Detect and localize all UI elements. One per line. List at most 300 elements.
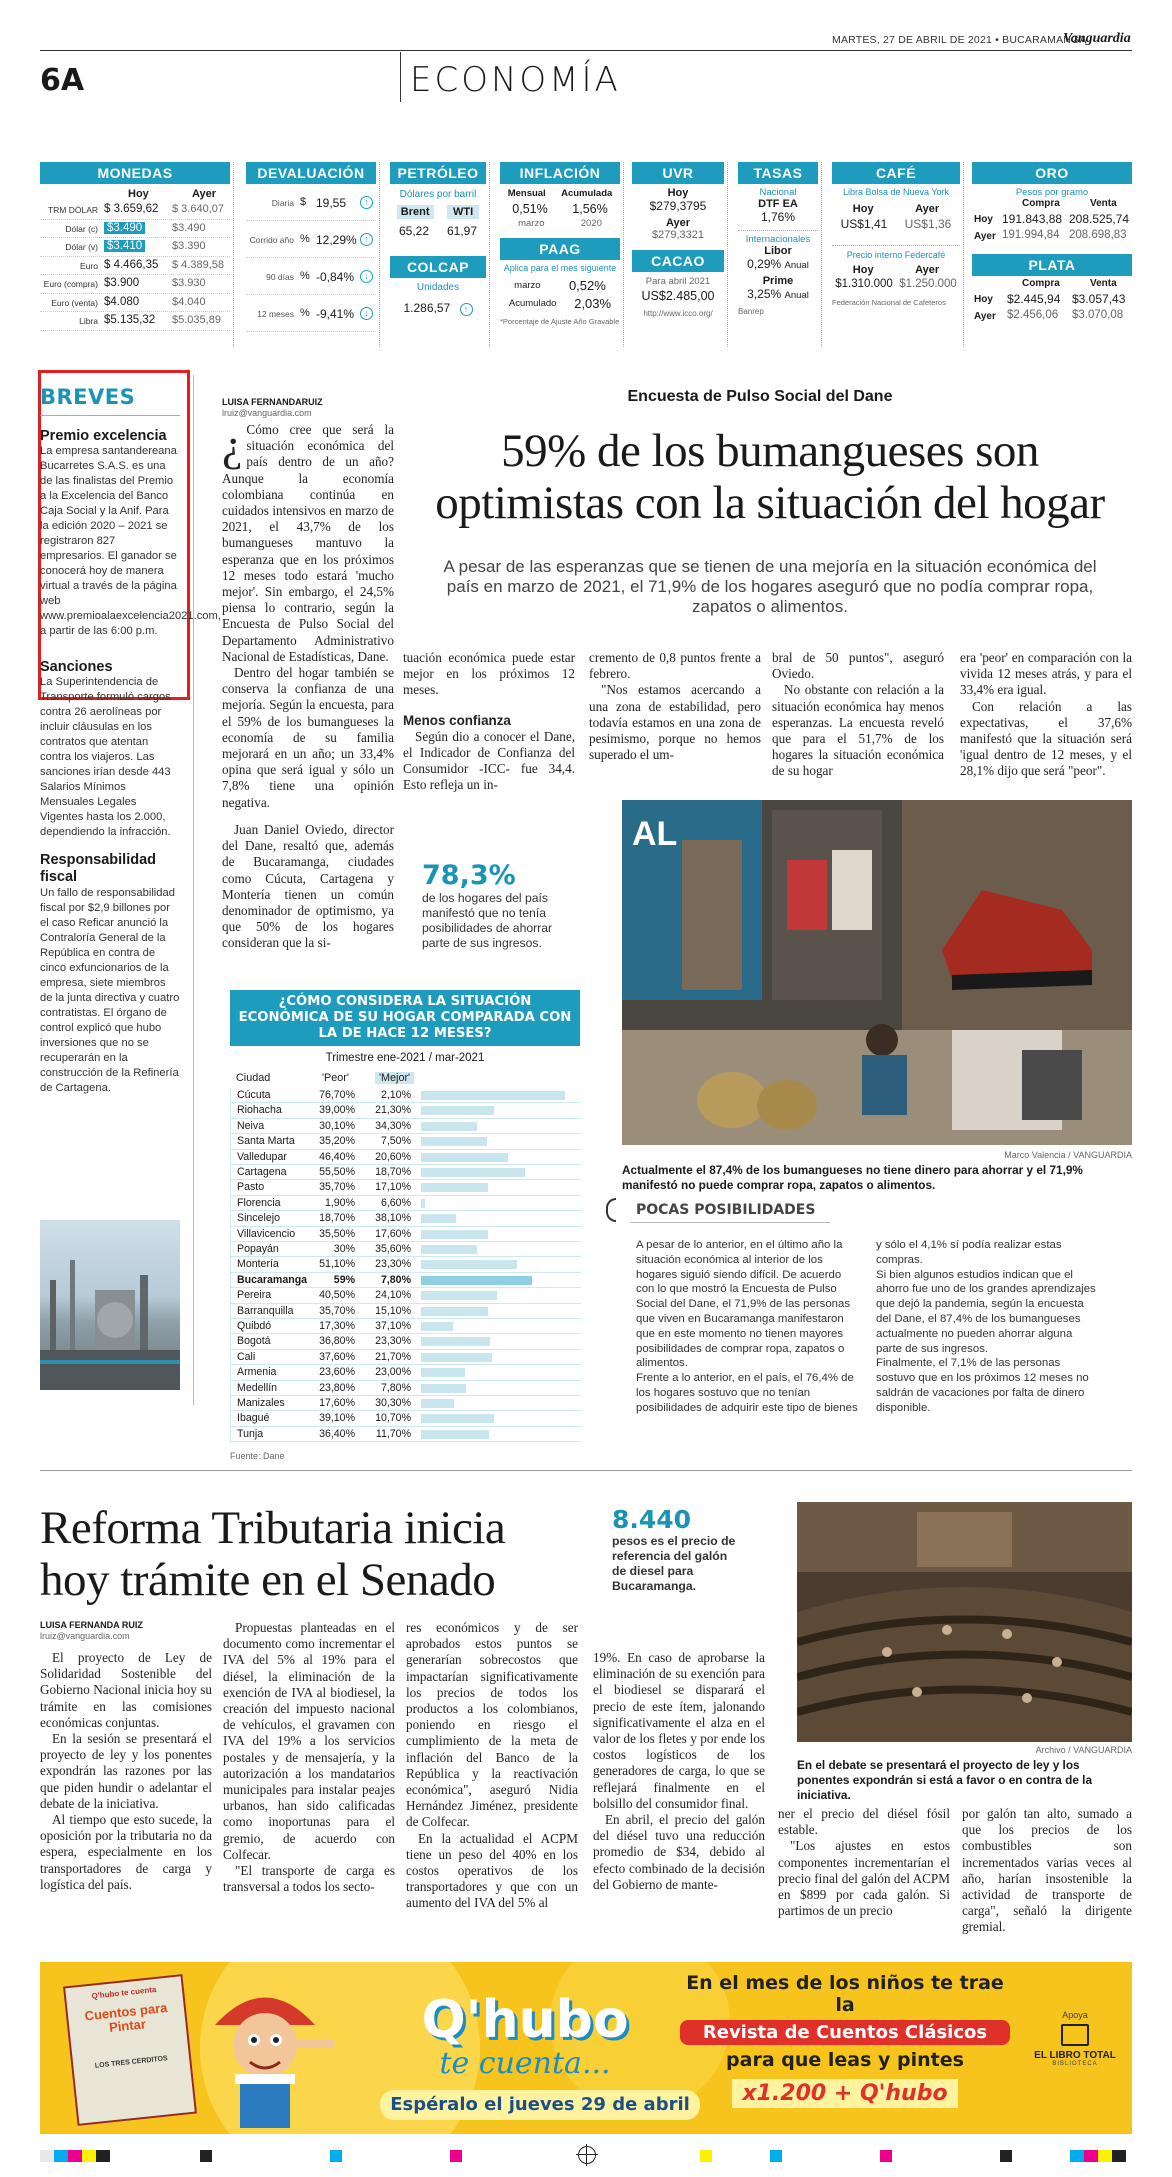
dropcap: ¿	[222, 419, 243, 470]
monedas-row-hoy: $3.410	[104, 240, 145, 252]
table-cell-peor: 40,50%	[319, 1289, 355, 1302]
inflacion-mensual: 0,51%	[512, 202, 548, 216]
cafe-ayer-2: $1.250.000	[899, 278, 957, 290]
photo-credit: Marco Valencia / VANGUARDIA	[1004, 1150, 1132, 1160]
monedas-row-ayer: $4.040	[172, 295, 206, 308]
body-text: tuación económica puede estar mejor en los próximos 12 meses.	[403, 650, 575, 698]
breves-item-text: La Superintendencia de Transporte formuló cargos contra 26 aerolíneas por incluir cláusulas en los contratos que atentan contra los viajeros. Las sanciones irían desde 443 Salarios Mínimos Mensuales Legales Vigentes hasta los 2.000, dependiendo la infracción.	[40, 676, 171, 838]
uvr-title: UVR	[632, 162, 724, 184]
table-cell-mejor: 6,60%	[380, 1196, 411, 1209]
table-cell-mejor: 37,10%	[375, 1320, 411, 1332]
inflacion-mensual-label: Mensual	[507, 188, 546, 199]
ad-logo-line-2: te cuenta...	[439, 2046, 611, 2081]
reforma-col-4	[593, 1650, 765, 1893]
monedas-row-ayer: $3.490	[172, 221, 206, 234]
monedas-row	[40, 312, 230, 331]
reforma-stat	[612, 1505, 742, 1594]
devaluacion-row-unit: $	[300, 196, 307, 208]
table-cell-city: Quibdó	[237, 1320, 272, 1332]
table-row	[231, 1119, 581, 1134]
table-row	[231, 1411, 581, 1426]
article-col-3	[403, 650, 575, 794]
plata-hoy-label: Hoy	[974, 294, 993, 305]
cafe-hoy-label-2: Hoy	[852, 264, 874, 276]
monedas-row	[40, 275, 230, 294]
breves-column-rule	[193, 375, 194, 1405]
headline	[400, 425, 1140, 529]
section-title: ECONOMÍA	[410, 60, 621, 100]
devaluacion-box	[246, 162, 376, 347]
table-row	[231, 1288, 581, 1303]
table-cell-mejor: 23,00%	[375, 1366, 411, 1379]
page-number: 6A	[40, 63, 85, 98]
plata-ayer-compra: $2.456,06	[1007, 309, 1059, 321]
uvr-hoy: $279,3795	[649, 199, 707, 213]
kicker: Encuesta de Pulso Social del Dane	[627, 388, 893, 405]
cacao-source: http://www.icco.org/	[643, 309, 713, 318]
table-row	[231, 1134, 581, 1149]
oro-hoy-venta: 208.525,74	[1069, 212, 1130, 226]
table-row	[231, 1150, 581, 1165]
body-text: por galón tan alto, sumado a que los precios de los combustibles son incrementados varias veces al año, harían insostenible la actividad de transporte de carga", señaló la dirigente gremial.	[962, 1806, 1132, 1935]
paag-row1-value: 0,52%	[568, 278, 606, 293]
table-cell-city: Ibagué	[237, 1412, 270, 1425]
pocas-title: POCAS POSIBILIDADES	[636, 1202, 816, 1218]
table-cell-mejor: 15,10%	[375, 1304, 411, 1317]
body-text: En la actualidad el ACPM tiene un peso del 40% en los costos operativos de los transportadores y que con un aumento del IVA del 5% al	[406, 1830, 578, 1911]
oro-ayer-label: Ayer	[974, 231, 996, 242]
table-row	[231, 1304, 581, 1319]
table-cell-peor: 23,80%	[319, 1381, 355, 1394]
subhead: Menos confianza	[403, 712, 511, 728]
table-bar	[421, 1137, 487, 1146]
paag-row1-label: marzo	[514, 280, 541, 291]
up-arrow-icon: ↑	[360, 196, 373, 209]
breves-item-text: La empresa santandereana Bucarretes S.A.S. es una de las finalistas del Premio a la Excelencia del Banco Caja Social y la Anif. Para la edición 2020 – 2021 se registraron 827 empresarios. El ganador se conocerá hoy de manera virtual a través de la página web www.premioalaexcelencia2021.com, a partir de las 6:00 p.m.	[40, 445, 221, 637]
reforma-headline-line-1: Reforma Tributaria inicia	[40, 1502, 506, 1554]
table-row	[231, 1103, 581, 1118]
table-cell-peor: 35,20%	[319, 1135, 355, 1148]
table-cell-mejor: 35,60%	[375, 1243, 411, 1255]
table-cell-peor: 35,50%	[319, 1227, 355, 1240]
table-cell-city: Tunja	[237, 1427, 264, 1440]
cafe-source: Federación Nacional de Cafeteros	[832, 298, 946, 307]
devaluacion-row-label: Corrido año	[249, 235, 294, 245]
table-cell-mejor: 34,30%	[375, 1119, 411, 1132]
tasas-libor-unit: Anual	[784, 260, 809, 271]
table-bar	[421, 1337, 490, 1346]
table-bar	[421, 1399, 454, 1408]
ad-logo-line-1: Q'hubo	[421, 1990, 629, 2050]
body-text: En la sesión se presentará el proyecto de ley y los ponentes expondrán las razones por las que piden hundir o adelantar el debate de la iniciativa.	[40, 1731, 212, 1811]
body-text: era 'peor' en comparación con la vivida 12 meses atrás, y para el 33,4% era igual.	[960, 650, 1132, 698]
table-cell-mejor: 38,10%	[375, 1212, 411, 1225]
table-cell-mejor: 10,70%	[375, 1412, 411, 1425]
body-text: Al tiempo que esto sucede, la oposición por la tributaria no da espera, especialmente en los transportadores de carga y logística del país.	[40, 1812, 212, 1892]
table-cell-mejor: 18,70%	[375, 1166, 411, 1178]
tasas-prime-unit: Anual	[784, 290, 809, 301]
devaluacion-row-value: 12,29%	[316, 233, 357, 247]
chart-title: ¿CÓMO CONSIDERA LA SITUACIÓN ECONÓMICA DE SU HOGAR COMPARADA CON LA DE HACE 12 MESES?	[230, 990, 580, 1046]
table-bar	[421, 1245, 477, 1254]
monedas-title: MONEDAS	[40, 162, 230, 184]
ad-sponsor-label: Apoya	[1062, 2010, 1088, 2020]
reforma-stat-value: 8.440	[612, 1505, 692, 1534]
stat-callout	[422, 860, 582, 951]
monedas-row-hoy: $ 3.659,62	[104, 203, 159, 215]
tasas-prime: 3,25%	[747, 287, 782, 301]
chart-subtitle: Trimestre ene-2021 / mar-2021	[325, 1052, 485, 1064]
table-row	[231, 1242, 581, 1257]
plata-ayer-label: Ayer	[974, 311, 996, 322]
tasas-libor: 0,29%	[747, 257, 782, 271]
table-bar	[421, 1183, 488, 1192]
table-row	[231, 1196, 581, 1211]
devaluacion-row-label: 12 meses	[257, 309, 294, 319]
monedas-row	[40, 220, 230, 239]
table-bar	[421, 1168, 525, 1177]
table-cell-peor: 17,60%	[319, 1397, 355, 1409]
monedas-row-label: Libra	[79, 316, 98, 326]
monedas-row-ayer: $3.390	[172, 240, 206, 252]
table-cell-mejor: 17,10%	[375, 1181, 411, 1194]
ad-sponsor	[1025, 2010, 1125, 2067]
chart-table	[230, 990, 580, 1461]
ad-headline-2: Revista de Cuentos Clásicos	[680, 2020, 1010, 2045]
monedas-row-hoy: $5.135,32	[104, 314, 156, 326]
reforma-col-6	[962, 1806, 1132, 1936]
table-cell-peor: 30%	[333, 1243, 355, 1255]
store-sign-text: AL	[632, 815, 678, 853]
breves-item-head: Responsabilidad fiscal	[40, 852, 157, 885]
brent-value: 65,22	[398, 224, 430, 238]
table-cell-city: Manizales	[237, 1397, 285, 1409]
table-row	[231, 1334, 581, 1349]
tasas-intl-label: Internacionales	[738, 230, 818, 245]
table-cell-peor: 18,70%	[319, 1212, 355, 1225]
paag-title: PAAG	[500, 238, 620, 260]
table-cell-peor: 39,00%	[319, 1104, 355, 1117]
body-text: res económicos y de ser aprobados estos puntos se generarían sobrecostos que impactarían significativamente los precios de todos los productos a los colombianos, poniendo en riesgo el cumplimiento de la meta de inflación del Banco de la República y la reactivación económica", aseguró Nidia Hernández Jiménez, presidente de Colfecar.	[406, 1620, 578, 1830]
petroleo-box	[390, 162, 486, 347]
uvr-hoy-label: Hoy	[667, 187, 689, 199]
pinocchio-illustration	[190, 1970, 340, 2130]
table-cell-city: Cúcuta	[237, 1089, 271, 1101]
tasas-libor-label: Libor	[764, 245, 792, 257]
tasas-dtf-label: DTF EA	[758, 198, 798, 210]
deck: A pesar de las esperanzas que se tienen de una mejoría en la situación económica del país en marzo de 2021, el 71,9% de los hogares aseguró que no podía comprar ropa, zapatos o alimentos.	[443, 557, 1097, 616]
body-text: 19%. En caso de aprobarse la eliminación de su exención para el biodiesel se disparará el precio de este ítem, jalonando significativamente el alza en el valor de los fletes y por ende los costos logísticos de los generadores de carga, lo que se reflejará finalmente en el bolsillo del consumidor final.	[593, 1650, 765, 1811]
monedas-row	[40, 257, 230, 276]
body-text: bral de 50 puntos", aseguró Oviedo.	[772, 650, 944, 682]
table-cell-peor: 23,60%	[319, 1366, 355, 1379]
inflacion-acumulada: 1,56%	[572, 202, 608, 216]
table-cell-mejor: 7,80%	[380, 1381, 411, 1394]
body-text: Propuestas planteadas en el documento como incrementar el IVA del 5% al 19% para el diésel, la eliminación de la exención de IVA al biodiesel, la creación del impuesto nacional de vehículos, el gravamen con IVA del 19% a los servicios postales y de mensajería, y la autorización a los mandatarios municipales para instalar peajes urbanos, han sido calificadas como inoportunas para el gremio, de acuerdo con Colfecar.	[223, 1620, 395, 1862]
reforma-col-5	[778, 1806, 950, 1919]
reforma-byline-name: LUISA FERNANDA RUIZ	[40, 1620, 143, 1630]
table-cell-mejor: 20,60%	[375, 1150, 411, 1163]
table-row	[231, 1180, 581, 1195]
reforma-headline-line-2: hoy trámite en el Senado	[40, 1554, 496, 1606]
oro-hoy-label: Hoy	[974, 214, 993, 225]
devaluacion-row	[246, 184, 376, 221]
table-cell-city: Neiva	[237, 1119, 265, 1132]
table-bar	[421, 1106, 494, 1115]
monedas-row	[40, 201, 230, 220]
table-cell-city: Bucaramanga	[237, 1273, 308, 1286]
oro-ayer-venta: 208.698,83	[1069, 229, 1127, 241]
ad-book-cover	[63, 1974, 197, 2126]
body-text: Dentro del hogar también se conserva la confianza de una mejoría. Según la encuesta, para el 59% de los bumangueses la economía de su familia mejorará en un año; un 33,4% opina que será igual y sólo un 7,8% tiene una opinión negativa.	[222, 665, 394, 810]
ad-book-top: Q'hubo te cuenta	[91, 1984, 157, 2001]
table-bar	[421, 1414, 494, 1423]
oro-venta-label: Venta	[1090, 198, 1117, 209]
market-photo	[622, 800, 1132, 1145]
table-row	[231, 1319, 581, 1334]
devaluacion-row-unit: %	[300, 233, 310, 245]
table-cell-city: Pereira	[237, 1289, 272, 1302]
monedas-row-hoy: $4.080	[104, 295, 140, 308]
table-bar	[421, 1322, 453, 1331]
devaluacion-row-label: 90 días	[266, 272, 294, 282]
byline-email: lruiz@vanguardia.com	[222, 408, 312, 418]
reforma-col-3	[406, 1620, 578, 1912]
reforma-col-2	[223, 1620, 395, 1895]
table-cell-mejor: 23,30%	[375, 1258, 411, 1271]
table-bar	[421, 1260, 517, 1269]
article-col-2	[222, 822, 394, 952]
tasas-source: Banrep	[738, 307, 764, 316]
plata-hoy-venta: $3.057,43	[1072, 292, 1126, 306]
table-cell-city: Montería	[237, 1258, 279, 1271]
table-cell-city: Barranquilla	[237, 1304, 294, 1317]
monedas-row-label: Euro (compra)	[43, 279, 98, 289]
cafe-subtitle-2: Precio interno Federcafé	[832, 245, 960, 260]
table-bar	[421, 1214, 456, 1223]
table-bar	[421, 1091, 565, 1100]
headline-line-1: 59% de los bumangueses son	[501, 425, 1039, 477]
body-text: Cómo cree que será la situación económica del país dentro de un año? Aunque la economía colombiana continúa en cuidados intensivos en marzo de 2021, el 43,7% de los bumangueses mantuvo la esperanza que en los próximos 12 meses todo estará 'mucho mejor'. Sin embargo, el 24,5% piensa lo contrario, según la Encuesta de Pulso Social del Departamento Administrativo Nacional de Estadísticas, Dane.	[222, 422, 394, 664]
header-divider	[400, 52, 401, 102]
table-cell-city: Villavicencio	[237, 1227, 296, 1240]
table-cell-city: Bogotá	[237, 1335, 271, 1348]
devaluacion-row-value: -9,41%	[316, 307, 355, 321]
inflacion-acumulada-period: 2020	[580, 218, 602, 229]
table-cell-city: Armenia	[237, 1366, 277, 1379]
refinery-photo	[40, 1220, 180, 1390]
table-row	[231, 1381, 581, 1396]
ad-sponsor-name: EL LIBRO TOTAL	[1034, 2050, 1116, 2061]
monedas-row-ayer: $5.035,89	[172, 314, 221, 326]
table-cell-mejor: 7,80%	[380, 1273, 411, 1286]
colcap-value: 1.286,57	[403, 301, 451, 315]
wti-value: 61,97	[446, 224, 478, 238]
uvr-ayer-label: Ayer	[665, 217, 691, 229]
table-cell-mejor: 23,30%	[375, 1335, 411, 1348]
ad-headline-3: para que leas y pintes	[726, 2049, 964, 2071]
tasas-box	[738, 162, 818, 347]
devaluacion-row-unit: %	[300, 270, 310, 282]
breves-title: BREVES	[40, 385, 136, 409]
oro-title: ORO	[972, 162, 1132, 184]
tasas-title: TASAS	[738, 162, 818, 184]
headline-line-2: optimistas con la situación del hogar	[435, 477, 1105, 529]
devaluacion-row	[246, 295, 376, 332]
table-cell-mejor: 17,60%	[375, 1227, 411, 1240]
table-cell-city: Pasto	[237, 1181, 265, 1194]
breves-column	[40, 385, 221, 1096]
article-col-6	[960, 650, 1132, 780]
paag-row2-label: Acumulado	[508, 298, 557, 309]
table-cell-mejor: 21,70%	[375, 1350, 411, 1363]
monedas-row-ayer: $3.930	[172, 277, 206, 289]
cafe-ayer-label: Ayer	[915, 203, 940, 215]
uvr-ayer: $279,3321	[652, 229, 704, 241]
body-text: Con relación a las expectativas, el 37,6% manifestó que la situación será 'igual dentro de 12 meses, y el 28,1% dijo que será "peor".	[960, 698, 1132, 779]
cafe-hoy-2: $1.310.000	[835, 278, 893, 290]
sponsor-logo-icon	[1061, 2024, 1089, 2046]
table-row	[231, 1165, 581, 1180]
table-row	[231, 1350, 581, 1365]
body-text: "Los ajustes en estos componentes incrementarían el precio final del galón del ACPM en $899 por cada galón. Si partimos de un precio	[778, 1838, 950, 1919]
table-bar	[421, 1291, 497, 1300]
ad-sponsor-sub: BIBLIOTECA	[1052, 2061, 1098, 2067]
chart-source: Fuente: Dane	[230, 1451, 285, 1461]
reforma-byline-email: lruiz@vanguardia.com	[40, 1631, 130, 1641]
table-row	[231, 1396, 581, 1411]
body-text: Si bien algunos estudios indican que el ahorro fue uno de los grandes aprendizajes que dejó la pandemia, según la encuesta del Dane, el 87,4% de los bumangueses actualmente no pueden ahorrar alguna parte de sus ingresos.	[876, 1268, 1096, 1355]
devaluacion-row	[246, 258, 376, 295]
monedas-row-hoy: $3.900	[104, 277, 140, 289]
body-text: "Nos estamos acercando a una zona de estabilidad, pero todavía estamos en una zona de pesimismo, porque no hemos superado el um-	[589, 682, 761, 763]
table-bar	[421, 1353, 492, 1362]
cafe-ayer-label-2: Ayer	[915, 264, 940, 276]
cafe-hoy: US$1,41	[840, 217, 888, 231]
devaluacion-row-value: 19,55	[316, 196, 347, 210]
monedas-row-label: Dólar (v)	[65, 242, 98, 252]
monedas-row-label: Euro	[80, 260, 98, 271]
table-cell-city: Riohacha	[237, 1104, 282, 1117]
table-cell-peor: 55,50%	[319, 1166, 355, 1178]
table-row	[231, 1273, 581, 1288]
article-col-4	[589, 650, 761, 763]
inflacion-title: INFLACIÓN	[500, 162, 620, 184]
col-header-peor: 'Peor'	[322, 1072, 349, 1084]
oro-box	[972, 162, 1132, 347]
cafe-ayer: US$1,36	[904, 217, 952, 231]
col-header-mejor: 'Mejor'	[375, 1072, 414, 1084]
petroleo-subtitle: Dólares por barril	[399, 189, 477, 200]
plata-compra-label: Compra	[1022, 278, 1060, 289]
paag-row2-value: 2,03%	[574, 296, 612, 311]
ad-book-title: Cuentos para Pintar	[83, 1999, 169, 2036]
table-cell-city: Santa Marta	[237, 1135, 295, 1148]
registration-mark-icon	[578, 2146, 596, 2164]
table-bar	[421, 1122, 477, 1131]
devaluacion-row-value: -0,84%	[316, 270, 355, 284]
ad-banner	[40, 1962, 1132, 2134]
table-cell-peor: 36,80%	[319, 1335, 355, 1348]
senate-photo	[797, 1502, 1132, 1742]
cafe-subtitle-1: Libra Bolsa de Nueva York	[842, 187, 950, 197]
devaluacion-row-unit: %	[300, 307, 310, 319]
dateline: MARTES, 27 DE ABRIL DE 2021 • BUCARAMANGA	[832, 34, 1087, 46]
monedas-row-label: Euro (venta)	[51, 297, 98, 308]
table-cell-peor: 51,10%	[319, 1258, 355, 1271]
table-cell-peor: 37,60%	[319, 1350, 355, 1363]
monedas-hoy-label: Hoy	[128, 188, 149, 200]
ad-headline	[680, 1972, 1010, 2108]
article-col-5	[772, 650, 944, 780]
colcap-title: COLCAP	[390, 256, 486, 278]
table-cell-peor: 59%	[333, 1273, 355, 1286]
devaluacion-rows	[246, 184, 376, 332]
table-cell-peor: 36,40%	[319, 1427, 355, 1440]
table-row	[231, 1257, 581, 1272]
table-cell-peor: 76,70%	[319, 1089, 355, 1101]
table-cell-peor: 46,40%	[319, 1150, 355, 1163]
ad-book-sub: LOS TRES CERDITOS	[94, 2055, 168, 2070]
table-bar	[421, 1276, 532, 1285]
body-text: No obstante con relación a la situación económica hay menos esperanzas. La encuesta reveló que para el 51,7% de los hogares la situación económica de su hogar	[772, 682, 944, 779]
monedas-box	[40, 162, 230, 347]
inflacion-box	[500, 162, 620, 347]
petroleo-title: PETRÓLEO	[390, 162, 486, 184]
table-cell-city: Sincelejo	[237, 1212, 280, 1225]
table-bar	[421, 1368, 465, 1377]
table-cell-peor: 39,10%	[319, 1412, 355, 1425]
stat-text: de los hogares del país manifestó que no tenía posibilidades de ahorrar parte de sus ingresos.	[422, 891, 553, 950]
pocas-bracket	[606, 1198, 616, 1222]
cacao-subtitle: Para abril 2021	[645, 276, 711, 287]
table-bar	[421, 1307, 488, 1316]
stat-value: 78,3%	[422, 860, 516, 891]
monedas-row-label: Dólar (c)	[65, 223, 98, 234]
brent-label: Brent	[397, 205, 434, 219]
monedas-ayer-label: Ayer	[192, 188, 217, 200]
table-cell-peor: 1,90%	[324, 1196, 355, 1209]
header-rule	[40, 50, 1132, 51]
pocas-rule	[630, 1222, 830, 1223]
breves-item-head: Sanciones	[40, 659, 113, 675]
photo-caption: Actualmente el 87,4% de los bumangueses no tiene dinero para ahorrar y el 71,9% manifestó no puede comprar ropa, zapatos o alimentos.	[622, 1163, 1083, 1192]
reforma-stat-text: pesos es el precio de referencia del galón de diesel para Bucaramanga.	[612, 1534, 736, 1593]
cacao-value: US$2.485,00	[641, 289, 715, 303]
table-bar	[421, 1199, 425, 1208]
table-row	[231, 1365, 581, 1380]
body-text: Frente a lo anterior, en el país, el 76,4% de los hogares sostuvo que no tenían posibilidades de adquirir este tipo de bienes	[636, 1372, 858, 1414]
monedas-rows	[40, 201, 230, 331]
body-text: cremento de 0,8 puntos frente a febrero.	[589, 650, 761, 682]
body-text: "El transporte de carga es transversal a todos los secto-	[223, 1863, 395, 1895]
table-cell-peor: 17,30%	[319, 1320, 355, 1332]
devaluacion-row	[246, 221, 376, 258]
table-cell-mejor: 7,50%	[380, 1135, 411, 1148]
cacao-title: CACAO	[632, 250, 724, 272]
ad-price: x1.200 + Q'hubo	[732, 2079, 957, 2108]
chart-rows	[230, 1088, 580, 1443]
monedas-row-label: TRM DÓLAR	[47, 205, 98, 215]
table-row	[231, 1088, 581, 1103]
cafe-box	[832, 162, 960, 347]
table-cell-city: Popayán	[237, 1243, 279, 1255]
table-cell-city: Cali	[237, 1350, 256, 1363]
table-cell-mejor: 30,30%	[375, 1397, 411, 1409]
oro-subtitle: Pesos por gramo	[1015, 187, 1089, 198]
plata-title: PLATA	[972, 254, 1132, 276]
pocas-col-1	[636, 1238, 858, 1416]
